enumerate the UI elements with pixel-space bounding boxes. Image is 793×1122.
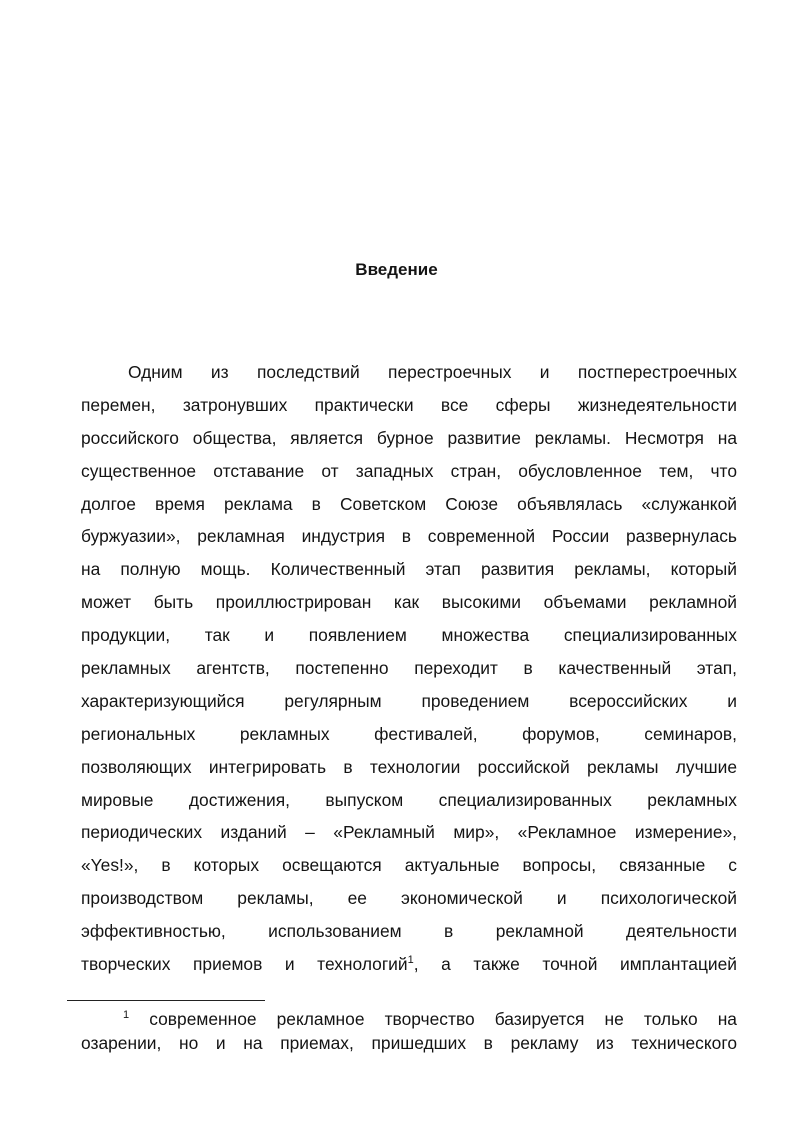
line-text-after: , а также точной имплантацией xyxy=(413,954,738,975)
paragraph-line: может быть проиллюстрирован как высокими объемами рекламной xyxy=(81,592,737,613)
paragraph-line: российского общества, является бурное развитие рекламы. Несмотря на xyxy=(81,427,737,448)
footnote-text: современное рекламное творчество базируется не только на xyxy=(149,1009,737,1029)
paragraph-line: мировые достижения, выпуском специализированных рекламных xyxy=(81,789,737,810)
paragraph-line: характеризующийся регулярным проведением всероссийских и xyxy=(81,690,737,711)
footnote-reference[interactable]: 1 xyxy=(407,954,414,967)
paragraph-line: эффективностью, использованием в рекламной деятельности xyxy=(81,921,737,942)
body-paragraph xyxy=(81,356,737,981)
paragraph-line: «Yes!», в которых освещаются актуальные вопросы, связанные с xyxy=(81,855,737,876)
footnote-line xyxy=(81,1008,737,1032)
paragraph-line: буржуазии», рекламная индустрия в современной России развернулась xyxy=(81,526,737,547)
paragraph-line: производством рекламы, ее экономической и психологической xyxy=(81,888,737,909)
footnote xyxy=(81,1008,737,1055)
paragraph-line: периодических изданий – «Рекламный мир», «Рекламное измерение», xyxy=(81,822,737,843)
paragraph-line: существенное отставание от западных стран, обусловленное тем, что xyxy=(81,460,737,481)
paragraph-line: на полную мощь. Количественный этап развития рекламы, который xyxy=(81,559,737,580)
footnote-line: озарении, но и на приемах, пришедших в рекламу из технического xyxy=(81,1032,737,1053)
paragraph-line: перемен, затронувших практически все сферы жизнедеятельности xyxy=(81,394,737,415)
page-title: Введение xyxy=(355,260,438,279)
footnote-separator xyxy=(67,1000,265,1001)
footnote-mark: 1 xyxy=(123,1009,130,1021)
paragraph-line: Одним из последствий перестроечных и постперестроечных xyxy=(128,362,737,382)
paragraph-line: долгое время реклама в Советском Союзе объявлялась «служанкой xyxy=(81,493,737,514)
paragraph-line: рекламных агентств, постепенно переходит в качественный этап, xyxy=(81,658,737,679)
line-text-before: творческих приемов и технологий xyxy=(81,954,408,975)
paragraph-line: позволяющих интегрировать в технологии российской рекламы лучшие xyxy=(81,756,737,777)
paragraph-line-with-footnote xyxy=(81,948,737,981)
paragraph-line: продукции, так и появлением множества специализированных xyxy=(81,625,737,646)
paragraph-line: региональных рекламных фестивалей, форумов, семинаров, xyxy=(81,723,737,744)
